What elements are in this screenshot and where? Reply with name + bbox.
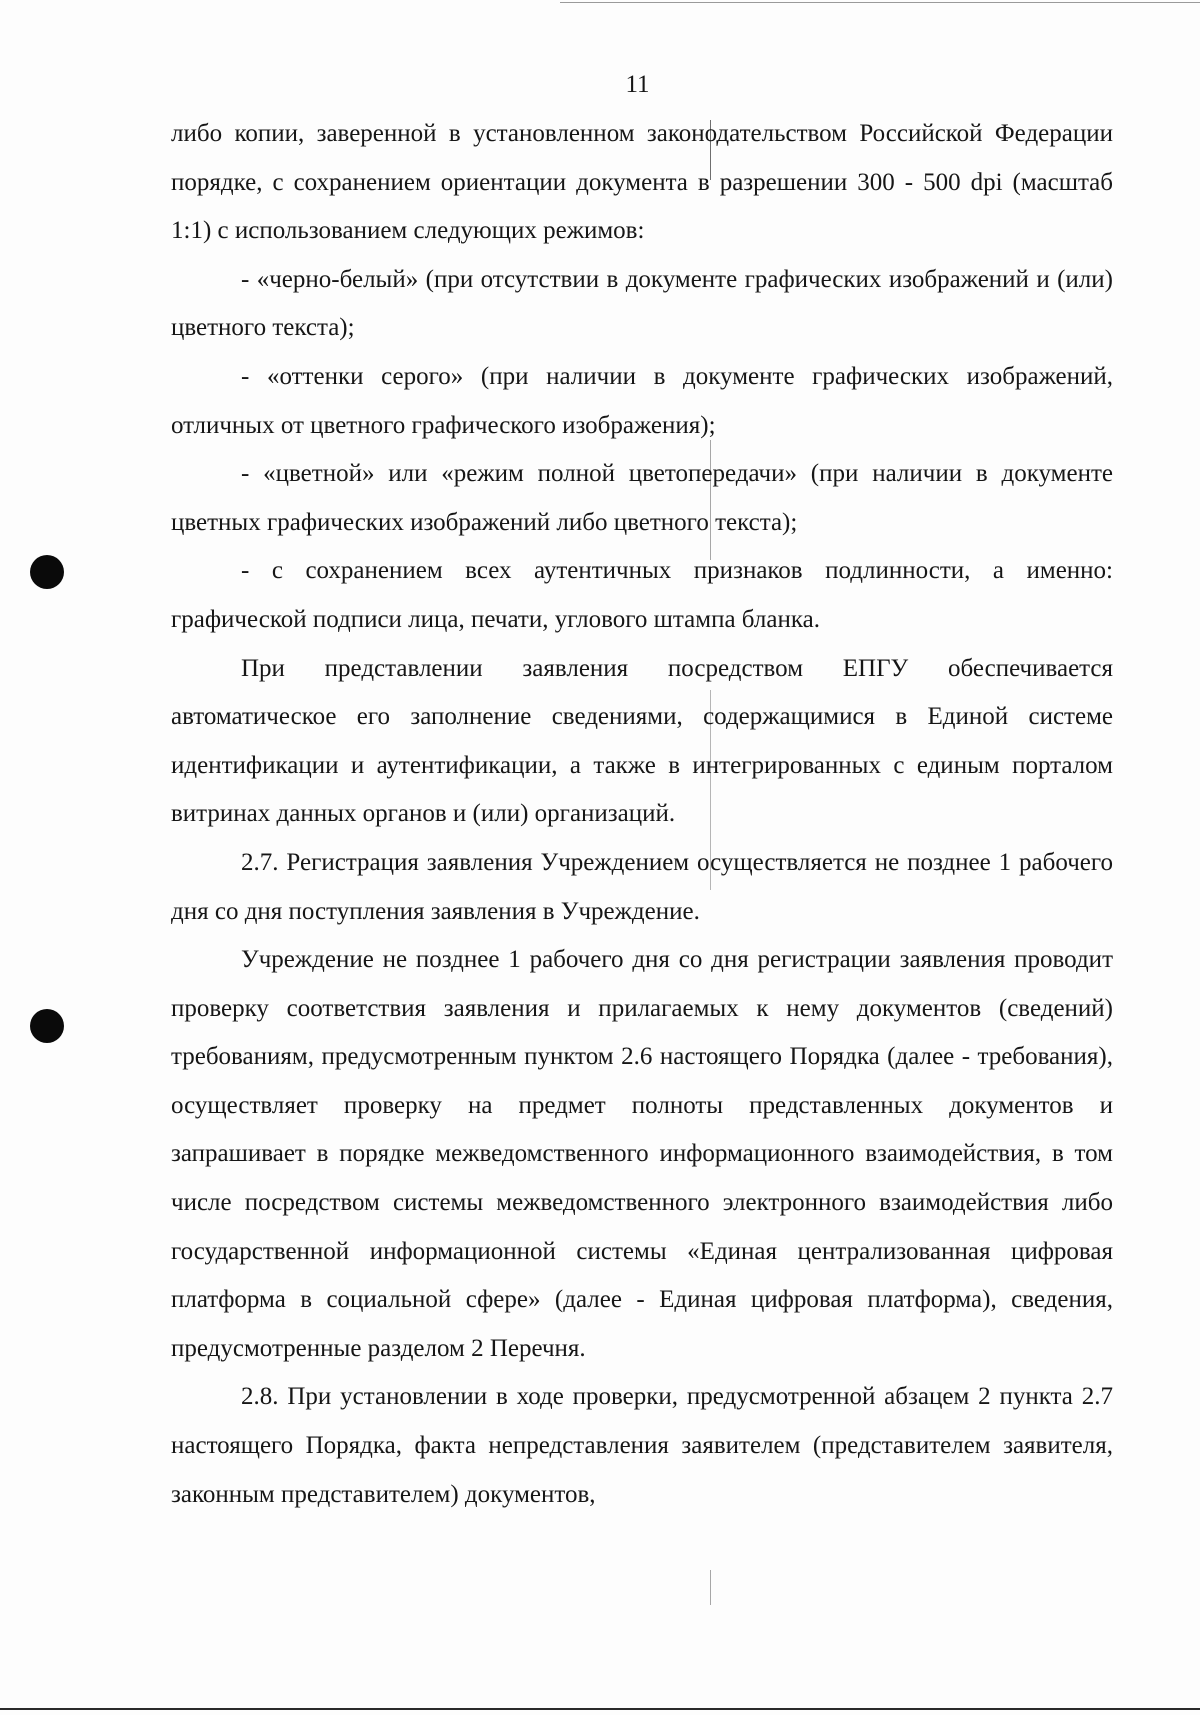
paragraph: - «черно-белый» (при отсутствии в документе графических изображений и (или) цветного текста);: [171, 265, 1113, 342]
paragraph: При представлении заявления посредством ЕПГУ обеспечивается автоматическое его заполнение сведениями, содержащимися в Единой системе идентификации и аутентификации, а также в интегрированных с единым порталом витринах данных органов и (или) организаций.: [171, 654, 1113, 828]
scan-bottom-edge: [0, 1708, 1200, 1710]
scan-top-edge: [560, 2, 1200, 3]
paragraph: 2.7. Регистрация заявления Учреждением осуществляется не позднее 1 рабочего дня со дня поступления заявления в Учреждение.: [171, 848, 1113, 925]
page-number: 11: [625, 71, 650, 98]
binder-hole-lower: [30, 1009, 64, 1043]
document-body: [171, 110, 1113, 1519]
binder-hole-upper: [30, 555, 64, 589]
paragraph: - «оттенки серого» (при наличии в документе графических изображений, отличных от цветного графического изображения);: [171, 362, 1113, 439]
paragraph: 2.8. При установлении в ходе проверки, предусмотренной абзацем 2 пункта 2.7 настоящего Порядка, факта непредставления заявителем (представителем заявителя, законным представителем) документов,: [171, 1383, 1113, 1508]
paragraph: - с сохранением всех аутентичных признаков подлинности, а именно: графической подписи лица, печати, углового штампа бланка.: [171, 557, 1113, 633]
paragraph: Учреждение не позднее 1 рабочего дня со дня регистрации заявления проводит проверку соответствия заявления и прилагаемых к нему документов (сведений) требованиям, предусмотренным пунктом 2.6 настоящего Порядка (далее - требования), осуществляет проверку на предмет полноты представленных документов и запрашивает в порядке межведомственного информационного взаимодействия, в том числе посредством системы межведомственного электронного взаимодействия либо государственной информационной системы «Единая централизованная цифровая платформа в социальной сфере» (далее - Единая цифровая платформа), сведения, предусмотренные разделом 2 Перечня.: [171, 946, 1113, 1362]
paragraph: - «цветной» или «режим полной цветопередачи» (при наличии в документе цветных графических изображений либо цветного текста);: [171, 460, 1113, 536]
fold-crease: [710, 1570, 711, 1605]
paragraph: либо копии, заверенной в установленном законодательством Российской Федерации порядке, с сохранением ориентации документа в разрешении 300 - 500 dpi (масштаб 1:1) с использованием следующих режимов:: [171, 120, 1113, 245]
